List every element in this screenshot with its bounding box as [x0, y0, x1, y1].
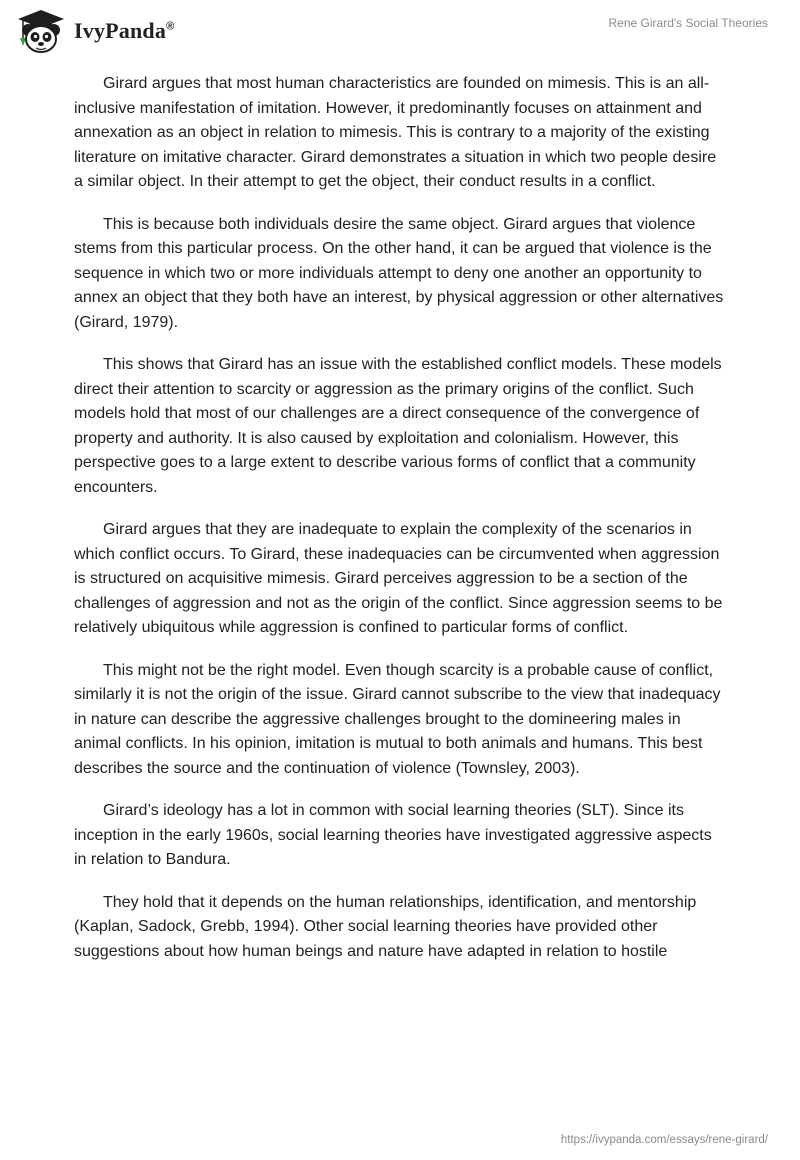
paragraph: Girard argues that most human characteristics are founded on mimesis. This is an all-inclusive manifestation of imitation. However, it predominantly focuses on attainment and annexation as an object in relation to mimesis. This is contrary to a majority of the existing literature on imitative character. Girard demonstrates a situation in which two people desire a similar object. In their attempt to get the object, their conduct results in a conflict.: [74, 75, 717, 190]
source-url[interactable]: https://ivypanda.com/essays/rene-girard/: [560, 1134, 768, 1146]
essay-body: [74, 72, 728, 982]
paragraph: They hold that it depends on the human relationships, identification, and mentorship (Kaplan, Sadock, Grebb, 1994). Other social learning theories have provided other suggestions about how human beings and nature have adapted in relation to hostile: [74, 893, 697, 960]
paragraph: Girard argues that they are inadequate to explain the complexity of the scenarios in which conflict occurs. To Girard, these inadequacies can be circumvented when aggression is structured on acquisitive mimesis. Girard perceives aggression to be a section of the challenges of aggression and not as the origin of the conflict. Since aggression seems to be relatively ubiquitous while aggression is confined to particular forms of conflict.: [74, 521, 723, 636]
ivypanda-logo[interactable]: [14, 8, 174, 54]
page-header: [0, 0, 800, 70]
panda-graduate-icon: [14, 8, 68, 54]
paragraph: This might not be the right model. Even though scarcity is a probable cause of conflict, similarly it is not the origin of the issue. Girard cannot subscribe to the view that inadequacy in nature can describe the aggressive challenges brought to the domineering males in animal conflicts. In his opinion, imitation is mutual to both animals and humans. This best describes the source and the continuation of violence (Townsley, 2003).: [74, 661, 721, 777]
paragraph: This shows that Girard has an issue with the established conflict models. These models direct their attention to scarcity or aggression as the primary origins of the conflict. Such models hold that most of our challenges are a direct consequence of the convergence of property and authority. It is also caused by exploitation and colonialism. However, this perspective goes to a large extent to describe various forms of conflict that a community encounters.: [74, 356, 722, 496]
document-title: Rene Girard's Social Theories: [608, 16, 768, 30]
brand-name: IvyPanda®: [74, 18, 175, 43]
paragraph: Girard’s ideology has a lot in common with social learning theories (SLT). Since its inception in the early 1960s, social learning theories have investigated aggressive aspects in relation to Bandura.: [74, 802, 712, 868]
paragraph: This is because both individuals desire the same object. Girard argues that violence stems from this particular process. On the other hand, it can be argued that violence is the sequence in which two or more individuals attempt to deny one another an opportunity to annex an object that they both have an interest, by physical aggression or other alternatives (Girard, 1979).: [74, 215, 724, 331]
registered-mark: ®: [166, 20, 175, 33]
